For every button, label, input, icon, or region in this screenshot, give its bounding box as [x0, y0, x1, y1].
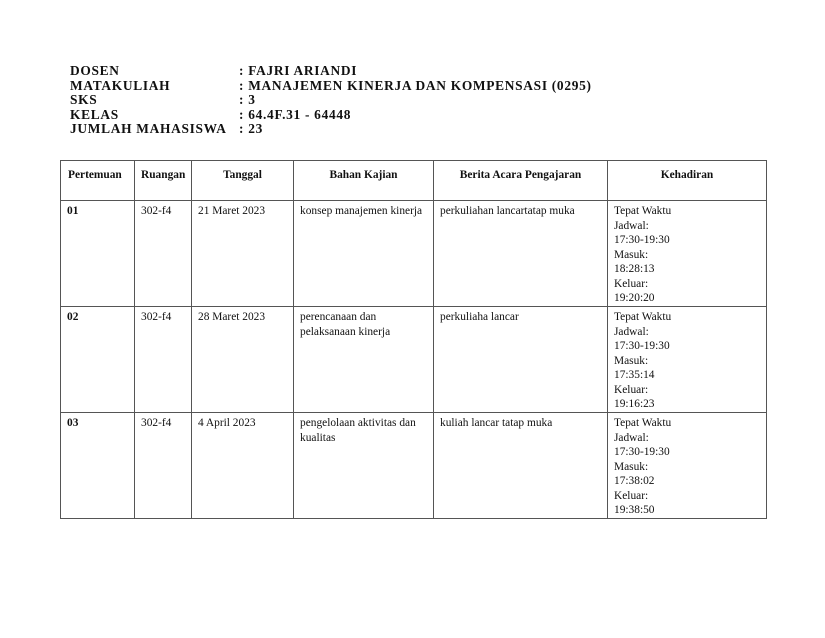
table-row [61, 201, 767, 307]
cell-bahan-kajian: perencanaan dan pelaksanaan kinerja [294, 307, 434, 413]
jadwal-label: Jadwal: [614, 325, 649, 338]
header-pertemuan: Pertemuan [61, 161, 135, 201]
cell-tanggal: 28 Maret 2023 [192, 307, 294, 413]
masuk-value: 17:38:02 [614, 475, 655, 487]
sks-value: : 3 [239, 92, 256, 108]
jadwal-label: Jadwal: [614, 431, 649, 444]
matakuliah-label: MATAKULIAH [70, 77, 171, 93]
kehadiran-status: Tepat Waktu [614, 205, 672, 217]
header-ruangan: Ruangan [135, 161, 192, 201]
course-header [70, 64, 710, 137]
cell-kehadiran [608, 307, 767, 413]
masuk-value: 18:28:13 [614, 263, 655, 275]
header-kehadiran: Kehadiran [608, 161, 767, 201]
cell-tanggal: 21 Maret 2023 [192, 201, 294, 307]
cell-bahan-kajian: konsep manajemen kinerja [294, 201, 434, 307]
masuk-label: Masuk: [614, 354, 649, 367]
cell-berita-acara: perkuliaha lancar [434, 307, 608, 413]
cell-tanggal: 4 April 2023 [192, 413, 294, 519]
header-row-jumlah [70, 122, 710, 137]
masuk-label: Masuk: [614, 248, 649, 261]
table-row [61, 413, 767, 519]
keluar-label: Keluar: [614, 383, 649, 396]
keluar-value: 19:38:50 [614, 504, 655, 516]
masuk-value: 17:35:14 [614, 369, 655, 381]
jadwal-value: 17:30-19:30 [614, 446, 670, 458]
keluar-value: 19:16:23 [614, 398, 655, 410]
cell-berita-acara: kuliah lancar tatap muka [434, 413, 608, 519]
header-row-kelas [70, 108, 710, 123]
cell-pertemuan: 01 [61, 201, 135, 307]
header-tanggal: Tanggal [192, 161, 294, 201]
cell-bahan-kajian: pengelolaan aktivitas dan kualitas [294, 413, 434, 519]
keluar-value: 19:20:20 [614, 292, 655, 304]
header-row-matakuliah [70, 79, 710, 94]
jumlah-mahasiswa-label: JUMLAH MAHASISWA [70, 121, 227, 137]
cell-ruangan: 302-f4 [135, 201, 192, 307]
jumlah-mahasiswa-value: : 23 [239, 121, 263, 137]
cell-kehadiran [608, 413, 767, 519]
jadwal-value: 17:30-19:30 [614, 340, 670, 352]
table-header-row [61, 161, 767, 201]
table-row [61, 307, 767, 413]
kelas-label: KELAS [70, 106, 119, 122]
jadwal-label: Jadwal: [614, 219, 649, 232]
keluar-label: Keluar: [614, 277, 649, 290]
cell-ruangan: 302-f4 [135, 413, 192, 519]
dosen-value: : FAJRI ARIANDI [239, 63, 358, 78]
jadwal-value: 17:30-19:30 [614, 234, 670, 246]
cell-ruangan: 302-f4 [135, 307, 192, 413]
keluar-label: Keluar: [614, 489, 649, 502]
matakuliah-value: : MANAJEMEN KINERJA DAN KOMPENSASI (0295) [239, 77, 592, 93]
kelas-value: : 64.4F.31 - 64448 [239, 106, 352, 122]
cell-berita-acara: perkuliahan lancartatap muka [434, 201, 608, 307]
header-berita-acara: Berita Acara Pengajaran [434, 161, 608, 201]
cell-kehadiran [608, 201, 767, 307]
header-row-sks [70, 93, 710, 108]
attendance-table [60, 160, 767, 519]
sks-label: SKS [70, 92, 98, 108]
cell-pertemuan: 02 [61, 307, 135, 413]
dosen-label: DOSEN [70, 63, 120, 78]
cell-pertemuan: 03 [61, 413, 135, 519]
header-bahan-kajian: Bahan Kajian [294, 161, 434, 201]
kehadiran-status: Tepat Waktu [614, 311, 672, 323]
header-row-dosen [70, 64, 710, 79]
kehadiran-status: Tepat Waktu [614, 417, 672, 429]
masuk-label: Masuk: [614, 460, 649, 473]
